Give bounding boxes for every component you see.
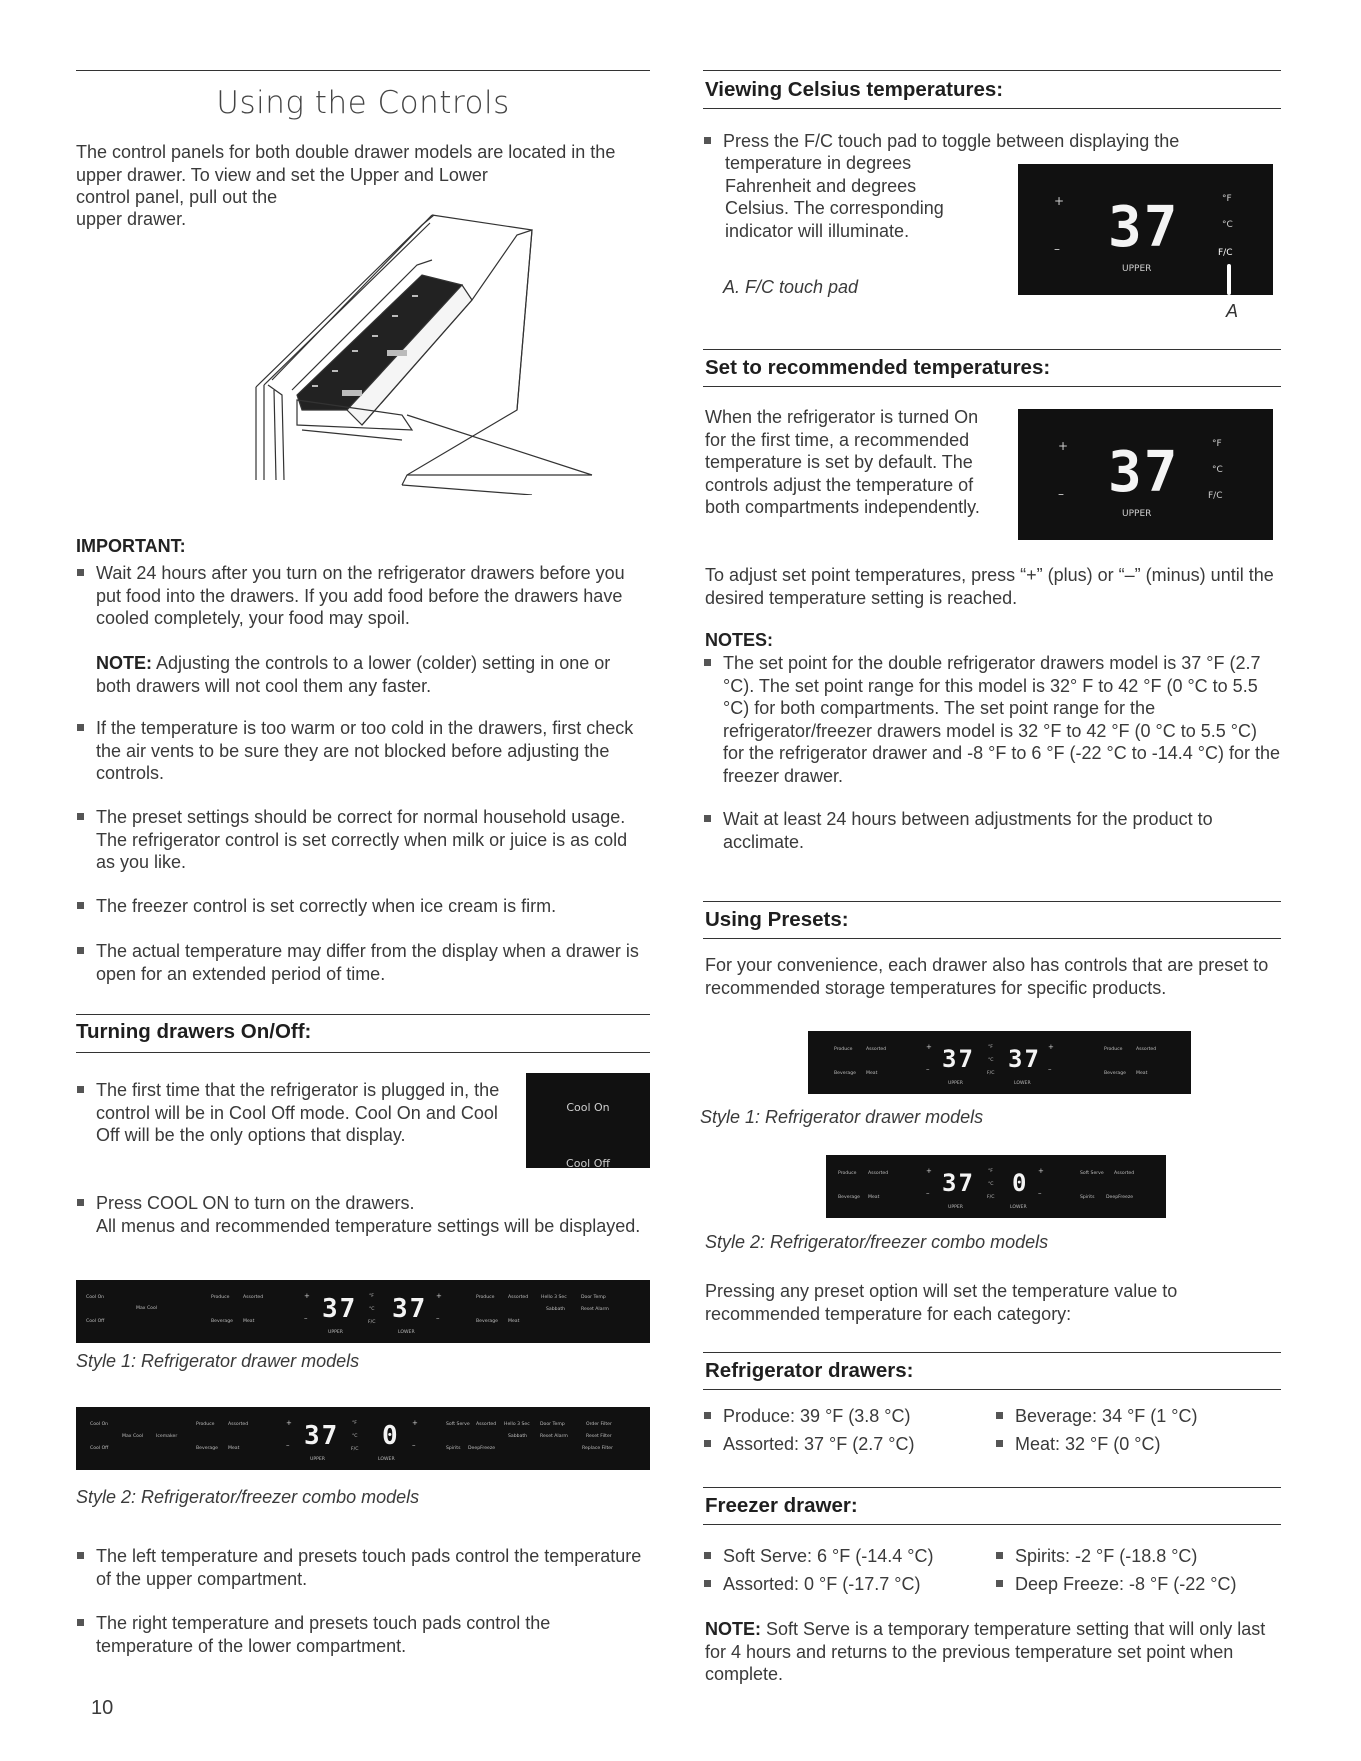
- list-item: The preset settings should be correct for normal household usage. The refrigerator control is set correctly when milk or juice is as cold as you like.: [76, 806, 650, 874]
- fc-pad[interactable]: F/C: [368, 1320, 376, 1325]
- plus-button[interactable]: +: [1054, 194, 1065, 208]
- max-cool-pad[interactable]: Max Cool: [122, 1434, 144, 1439]
- produce-pad[interactable]: Produce: [211, 1295, 230, 1300]
- temp-display: 37: [1108, 195, 1180, 260]
- list-item: The freezer control is set correctly when ice cream is firm.: [76, 895, 650, 918]
- figure-caption: Style 1: Refrigerator drawer models: [76, 1351, 360, 1371]
- figure-caption: Style 2: Refrigerator/freezer combo models: [76, 1487, 420, 1507]
- minus-button[interactable]: –: [304, 1314, 308, 1322]
- upper-temp-display: 37: [322, 1294, 358, 1324]
- important-heading: IMPORTANT:: [76, 536, 186, 556]
- recommended-display-panel: [1018, 409, 1273, 540]
- meat-pad[interactable]: Meat: [1136, 1071, 1148, 1076]
- cool-off-button[interactable]: Cool Off: [566, 1157, 610, 1170]
- upper-label: UPPER: [948, 1081, 963, 1086]
- divider: [703, 1352, 1281, 1353]
- lower-label: LOWER: [378, 1457, 395, 1462]
- minus-button[interactable]: –: [926, 1189, 930, 1197]
- produce-pad[interactable]: Produce: [196, 1422, 215, 1427]
- page-title: Using the Controls: [216, 85, 510, 121]
- fc-touch-pad[interactable]: F/C: [1208, 491, 1223, 501]
- spirits-pad[interactable]: Spirits: [1080, 1195, 1095, 1200]
- note-label: NOTE:: [96, 653, 152, 673]
- list-item: The actual temperature may differ from the display when a drawer is open for an extended period of time.: [76, 940, 650, 985]
- meat-pad[interactable]: Meat: [243, 1319, 255, 1324]
- upper-label: UPPER: [1122, 509, 1152, 519]
- door-temp-pad[interactable]: Door Temp: [540, 1422, 565, 1427]
- upper-temp-display: 37: [942, 1169, 975, 1197]
- fc-pad[interactable]: F/C: [987, 1195, 995, 1200]
- beverage-pad[interactable]: Beverage: [211, 1319, 233, 1324]
- divider: [703, 70, 1281, 71]
- list-item: The right temperature and presets touch pads control the temperature of the lower compartment.: [76, 1612, 650, 1657]
- divider: [76, 70, 650, 71]
- meat-pad[interactable]: Meat: [868, 1195, 880, 1200]
- spirits-pad[interactable]: Spirits: [446, 1446, 461, 1451]
- sabbath-pad[interactable]: Sabbath: [546, 1307, 566, 1312]
- divider: [703, 1487, 1281, 1488]
- section-heading: Using Presets:: [705, 908, 849, 931]
- callout-line: [1227, 264, 1231, 295]
- upper-label: UPPER: [948, 1205, 963, 1210]
- celsius-display-panel: [1018, 164, 1273, 295]
- assorted-pad[interactable]: Assorted: [868, 1171, 889, 1176]
- drawer-illustration: [172, 185, 632, 495]
- deg-f-label: °F: [1212, 439, 1222, 449]
- list-item: Assorted: 0 °F (-17.7 °C): [703, 1573, 1003, 1596]
- note-body: Soft Serve is a temporary temperature setting that will only last for 4 hours and returns to the previous temperature set point when complete.: [705, 1619, 1266, 1684]
- callout-a: A: [1226, 301, 1239, 321]
- lower-label: LOWER: [398, 1330, 415, 1335]
- sabbath-pad[interactable]: Sabbath: [508, 1434, 528, 1439]
- produce-pad[interactable]: Produce: [838, 1171, 857, 1176]
- section-heading: Set to recommended temperatures:: [705, 356, 1051, 379]
- icemaker-pad[interactable]: Icemaker: [156, 1434, 178, 1439]
- control-panel-style2: [76, 1407, 650, 1470]
- divider: [703, 108, 1281, 109]
- deg-c-label: °C: [369, 1307, 375, 1312]
- notes-heading: NOTES:: [705, 630, 774, 650]
- assorted-pad[interactable]: Assorted: [1114, 1171, 1135, 1176]
- list-item: The left temperature and presets touch pads control the temperature of the upper compartment.: [76, 1545, 650, 1590]
- section-heading: Viewing Celsius temperatures:: [705, 78, 1004, 101]
- minus-button[interactable]: –: [436, 1314, 440, 1322]
- section-heading: Refrigerator drawers:: [705, 1359, 914, 1382]
- list-item: The first time that the refrigerator is plugged in, the control will be in Cool Off mode. Cool On and Cool Off will be the only options that display.: [76, 1079, 524, 1147]
- list-item: Meat: 32 °F (0 °C): [995, 1433, 1285, 1456]
- intro-text-2: control panel, pull out the: [76, 187, 278, 207]
- plus-button[interactable]: +: [1038, 1167, 1044, 1175]
- fc-pad[interactable]: F/C: [351, 1447, 359, 1452]
- divider: [76, 1014, 650, 1015]
- minus-button[interactable]: –: [1038, 1189, 1042, 1197]
- minus-button[interactable]: –: [412, 1441, 416, 1449]
- deg-c-label: °C: [352, 1434, 358, 1439]
- upper-label: UPPER: [1122, 264, 1152, 274]
- hello-pad[interactable]: Hello 3 Sec: [541, 1295, 567, 1300]
- cool-off-pad[interactable]: Cool Off: [86, 1319, 105, 1324]
- plus-button[interactable]: +: [1058, 439, 1069, 453]
- assorted-pad[interactable]: Assorted: [476, 1422, 497, 1427]
- order-filter-pad[interactable]: Order Filter: [586, 1422, 612, 1427]
- final-note: [705, 1618, 1281, 1686]
- intro-text: The control panels for both double drawer models are located in the upper drawer. To view and set the Upper and Lower: [76, 142, 616, 185]
- deg-f-label: °F: [352, 1421, 357, 1426]
- plus-button[interactable]: +: [412, 1419, 418, 1427]
- list-item: Wait 24 hours after you turn on the refrigerator drawers before you put food into the drawers. If you add food before the drawers have cooled completely, your food may spoil.: [76, 562, 650, 630]
- lower-temp-display: 37: [392, 1294, 428, 1324]
- meat-pad[interactable]: Meat: [866, 1071, 878, 1076]
- upper-label: UPPER: [310, 1457, 325, 1462]
- list-item: Deep Freeze: -8 °F (-22 °C): [995, 1573, 1295, 1596]
- divider: [703, 386, 1281, 387]
- assorted-pad[interactable]: Assorted: [228, 1422, 249, 1427]
- minus-button[interactable]: –: [926, 1065, 930, 1073]
- plus-button[interactable]: +: [1048, 1043, 1054, 1051]
- upper-temp-display: 37: [304, 1421, 340, 1451]
- fc-touch-pad[interactable]: F/C: [1218, 248, 1233, 258]
- plus-button[interactable]: +: [286, 1419, 292, 1427]
- preset-panel-style2: [826, 1155, 1166, 1218]
- plus-button[interactable]: +: [926, 1043, 932, 1051]
- soft-serve-pad[interactable]: Soft Serve: [446, 1422, 470, 1427]
- reset-alarm-pad[interactable]: Reset Alarm: [581, 1307, 609, 1312]
- list-item: [76, 1192, 650, 1237]
- minus-button[interactable]: –: [1054, 242, 1060, 256]
- lower-temp-display: 0: [382, 1421, 400, 1451]
- soft-serve-pad[interactable]: Soft Serve: [1080, 1171, 1104, 1176]
- presets-text: For your convenience, each drawer also has controls that are preset to recommended storage temperatures for specific products.: [705, 955, 1269, 998]
- deg-f-label: °F: [988, 1169, 993, 1174]
- deg-f-label: °F: [988, 1045, 993, 1050]
- recommended-text: When the refrigerator is turned On for the first time, a recommended temperature is set by default. The controls adjust the temperature of both compartments independently.: [705, 407, 980, 517]
- deg-c-label: °C: [988, 1182, 994, 1187]
- beverage-pad[interactable]: Beverage: [196, 1446, 218, 1451]
- list-item: If the temperature is too warm or too cold in the drawers, first check the air vents to be sure they are not blocked before adjusting the controls.: [76, 717, 650, 785]
- deep-freeze-pad[interactable]: DeepFreeze: [1106, 1195, 1134, 1200]
- minus-button[interactable]: –: [1058, 487, 1064, 501]
- lower-label: LOWER: [1014, 1081, 1031, 1086]
- note-text: [96, 652, 650, 697]
- reset-filter-pad[interactable]: Reset Filter: [586, 1434, 612, 1439]
- meat-pad[interactable]: Meat: [508, 1319, 520, 1324]
- beverage-pad[interactable]: Beverage: [834, 1071, 856, 1076]
- list-item: Press the F/C touch pad to toggle between displaying the: [703, 130, 1283, 153]
- replace-filter-pad[interactable]: Replace Filter: [582, 1446, 614, 1451]
- deg-c-label: °C: [1212, 465, 1223, 475]
- section-heading: Freezer drawer:: [705, 1494, 858, 1517]
- lower-temp-display: 37: [1008, 1045, 1041, 1073]
- figure-caption: Style 2: Refrigerator/freezer combo models: [705, 1232, 1049, 1252]
- plus-button[interactable]: +: [304, 1292, 310, 1300]
- list-item: The set point for the double refrigerator drawers model is 37 °F (2.7 °C). The set point range for this model is 32° F to 42 °F (0 °C to 5.5 °C) for both compartments. The set point range for the refrigerator/freezer drawers model is 32 °F to 42 °F (0 °C to 5.5 °C) for the refrigerator drawer and -8 °F to 6 °F (-22 °C to -14.4 °C) for the freezer drawer.: [703, 652, 1281, 787]
- minus-button[interactable]: –: [1048, 1065, 1052, 1073]
- divider: [703, 1524, 1281, 1525]
- cool-on-pad[interactable]: Cool On: [90, 1422, 109, 1427]
- divider: [703, 901, 1281, 902]
- assorted-pad[interactable]: Assorted: [1136, 1047, 1157, 1052]
- press-cool-on: Press COOL ON to turn on the drawers.: [96, 1193, 415, 1213]
- beverage-pad[interactable]: Beverage: [838, 1195, 860, 1200]
- assorted-pad[interactable]: Assorted: [508, 1295, 529, 1300]
- preset-panel-style1: [808, 1031, 1191, 1094]
- page-number: 10: [91, 1697, 114, 1719]
- note-body: Adjusting the controls to a lower (colder) setting in one or both drawers will not cool them any faster.: [96, 653, 611, 696]
- list-item: Assorted: 37 °F (2.7 °C): [703, 1433, 993, 1456]
- lower-label: LOWER: [1010, 1205, 1027, 1210]
- section-heading: Turning drawers On/Off:: [76, 1020, 312, 1043]
- divider: [703, 1389, 1281, 1390]
- deg-f-label: °F: [1222, 194, 1232, 204]
- divider: [76, 1052, 650, 1053]
- meat-pad[interactable]: Meat: [228, 1446, 240, 1451]
- list-item: Produce: 39 °F (3.8 °C): [703, 1405, 993, 1428]
- deg-c-label: °C: [988, 1058, 994, 1063]
- plus-button[interactable]: +: [926, 1167, 932, 1175]
- deg-f-label: °F: [369, 1294, 374, 1299]
- minus-button[interactable]: –: [286, 1441, 290, 1449]
- adjust-text: To adjust set point temperatures, press “+” (plus) or “–” (minus) until the desired temperature setting is reached.: [705, 565, 1274, 608]
- list-item: Soft Serve: 6 °F (-14.4 °C): [703, 1545, 1003, 1568]
- reset-alarm-pad[interactable]: Reset Alarm: [540, 1434, 568, 1439]
- produce-pad[interactable]: Produce: [834, 1047, 853, 1052]
- plus-button[interactable]: +: [436, 1292, 442, 1300]
- figure-caption: A. F/C touch pad: [723, 277, 859, 297]
- beverage-pad[interactable]: Beverage: [1104, 1071, 1126, 1076]
- cool-off-pad[interactable]: Cool Off: [90, 1446, 109, 1451]
- hello-pad[interactable]: Hello 3 Sec: [504, 1422, 530, 1427]
- fc-pad[interactable]: F/C: [987, 1071, 995, 1076]
- figure-caption: Style 1: Refrigerator drawer models: [700, 1107, 984, 1127]
- assorted-pad[interactable]: Assorted: [866, 1047, 887, 1052]
- temp-display: 37: [1108, 440, 1180, 505]
- beverage-pad[interactable]: Beverage: [476, 1319, 498, 1324]
- upper-temp-display: 37: [942, 1045, 975, 1073]
- produce-pad[interactable]: Produce: [1104, 1047, 1123, 1052]
- cool-on-pad[interactable]: Cool On: [86, 1295, 105, 1300]
- pressing-text: Pressing any preset option will set the temperature value to recommended temperature for each category:: [705, 1281, 1178, 1324]
- divider: [703, 349, 1281, 350]
- celsius-text: temperature in degrees Fahrenheit and degrees Celsius. The corresponding indicator will illuminate.: [725, 153, 944, 241]
- list-item: Wait at least 24 hours between adjustments for the product to acclimate.: [703, 808, 1281, 853]
- deg-c-label: °C: [1222, 220, 1233, 230]
- menus-text: All menus and recommended temperature settings will be displayed.: [96, 1215, 641, 1236]
- control-panel-style1: [76, 1280, 650, 1343]
- cool-panel: [526, 1073, 650, 1168]
- lower-temp-display: 0: [1012, 1169, 1029, 1197]
- max-cool-pad[interactable]: Max Cool: [136, 1306, 158, 1311]
- intro-text-3: upper drawer.: [76, 209, 187, 229]
- cool-on-button[interactable]: Cool On: [566, 1101, 610, 1114]
- assorted-pad[interactable]: Assorted: [243, 1295, 264, 1300]
- door-temp-pad[interactable]: Door Temp: [581, 1295, 606, 1300]
- divider: [703, 938, 1281, 939]
- list-item: Spirits: -2 °F (-18.8 °C): [995, 1545, 1295, 1568]
- produce-pad[interactable]: Produce: [476, 1295, 495, 1300]
- upper-label: UPPER: [328, 1330, 343, 1335]
- list-item: Beverage: 34 °F (1 °C): [995, 1405, 1285, 1428]
- deep-freeze-pad[interactable]: DeepFreeze: [468, 1446, 496, 1451]
- note-label: NOTE:: [705, 1619, 761, 1639]
